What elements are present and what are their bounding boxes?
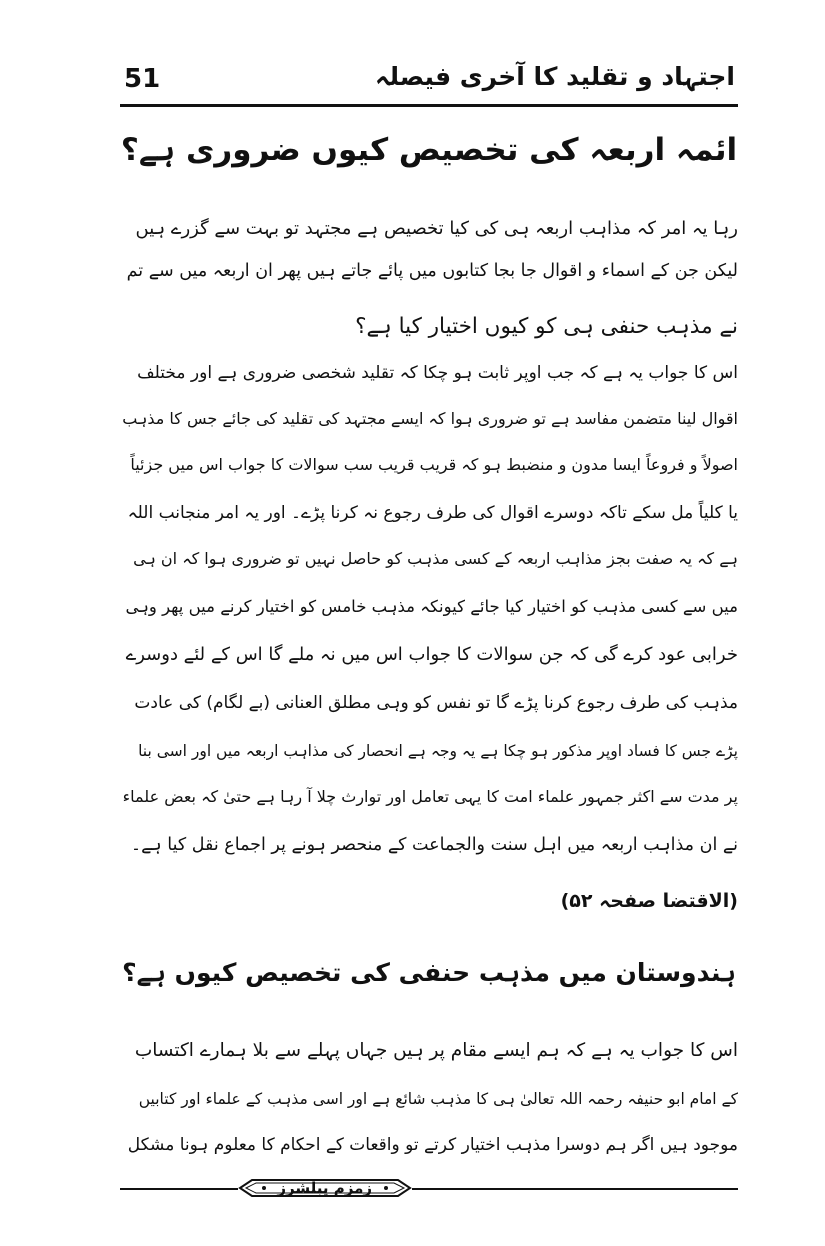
publisher-badge xyxy=(238,1174,412,1202)
footer-rule-right xyxy=(412,1188,738,1190)
paragraph-line: خرابی عود کرے گی کہ جن سوالات کا جواب اس میں نہ ملے گا اس کے لئے دوسرے xyxy=(125,644,738,665)
paragraph-line: اصولاً و فروعاً ایسا مدون و منضبط ہو کہ قریب قریب سب سوالات کا جواب اس میں جزئیاً xyxy=(130,455,738,474)
header-rule xyxy=(120,104,738,107)
paragraph-line: پڑے جس کا فساد اوپر مذکور ہو چکا ہے یہ وجہ ہے انحصار کی مذاہب اربعہ میں اور اسی بنا xyxy=(138,742,738,760)
paragraph-line: اقوال لینا متضمن مفاسد ہے تو ضروری ہوا کہ ایسے مجتہد کی تقلید کی جائے جس کا مذہب xyxy=(122,409,738,428)
paragraph-line: اس کا جواب یہ ہے کہ ہم ایسے مقام پر ہیں جہاں پہلے سے بلا ہمارے اکتساب xyxy=(134,1040,738,1061)
section-heading-imams: ائمہ اربعہ کی تخصیص کیوں ضروری ہے؟ xyxy=(120,132,738,168)
paragraph-line: نے ان مذاہب اربعہ میں اہل سنت والجماعت کے منحصر ہونے پر اجماع نقل کیا ہے۔ xyxy=(130,835,738,855)
paragraph-line: ہے کہ یہ صفت بجز مذاہب اربعہ کے کسی مذہب کو حاصل نہیں تو ضروری ہوا کہ ان ہی xyxy=(133,549,738,568)
paragraph-line: موجود ہیں اگر ہم دوسرا مذہب اختیار کرتے تو واقعات کے احکام کا معلوم ہونا مشکل xyxy=(127,1135,738,1155)
paragraph-line: رہا یہ امر کہ مذاہب اربعہ ہی کی کیا تخصیص ہے مجتہد تو بہت سے گزرے ہیں xyxy=(135,218,738,239)
paragraph-line: اس کا جواب یہ ہے کہ جب اوپر ثابت ہو چکا کہ تقلید شخصی ضروری ہے اور مختلف xyxy=(137,363,738,383)
paragraph-line: میں سے کسی مذہب کو اختیار کیا جائے کیونکہ مذہب خامس کو اختیار کرنے میں پھر وہی xyxy=(125,597,738,616)
page-number: 51 xyxy=(124,64,161,94)
paragraph-line: یا کلیاً مل سکے تاکہ دوسرے اقوال کی طرف رجوع نہ کرنا پڑے۔ اور یہ امر منجانب اللہ xyxy=(127,503,738,523)
paragraph-line: لیکن جن کے اسماء و اقوال جا بجا کتابوں میں پائے جاتے ہیں پھر ان اربعہ میں سے تم xyxy=(126,261,738,281)
paragraph-line: نے مذہب حنفی ہی کو کیوں اختیار کیا ہے؟ xyxy=(355,314,738,339)
page-header xyxy=(120,60,735,100)
citation: (الاقتضا صفحہ ۵۲) xyxy=(560,890,738,912)
paragraph-line: پر مدت سے اکثر جمہور علماء امت کا یہی تعامل اور توارث چلا آ رہا ہے حتیٰ کہ بعض علماء xyxy=(122,787,738,806)
paragraph-line: مذہب کی طرف رجوع کرنا پڑے گا تو نفس کو وہی مطلق العنانی (بے لگام) کی عادت xyxy=(134,693,738,713)
publisher-name: زمزم پبلشرز xyxy=(277,1179,372,1197)
paragraph-line: کے امام ابو حنیفہ رحمہ اللہ تعالیٰ ہی کا مذہب شائع ہے اور اسی مذہب کے علماء اور کتابیں xyxy=(138,1090,738,1108)
running-title: اجتہاد و تقلید کا آخری فیصلہ xyxy=(375,62,735,91)
footer-rule-left xyxy=(120,1188,238,1190)
section-heading-hanafi: ہندوستان میں مذہب حنفی کی تخصیص کیوں ہے؟ xyxy=(122,958,736,987)
